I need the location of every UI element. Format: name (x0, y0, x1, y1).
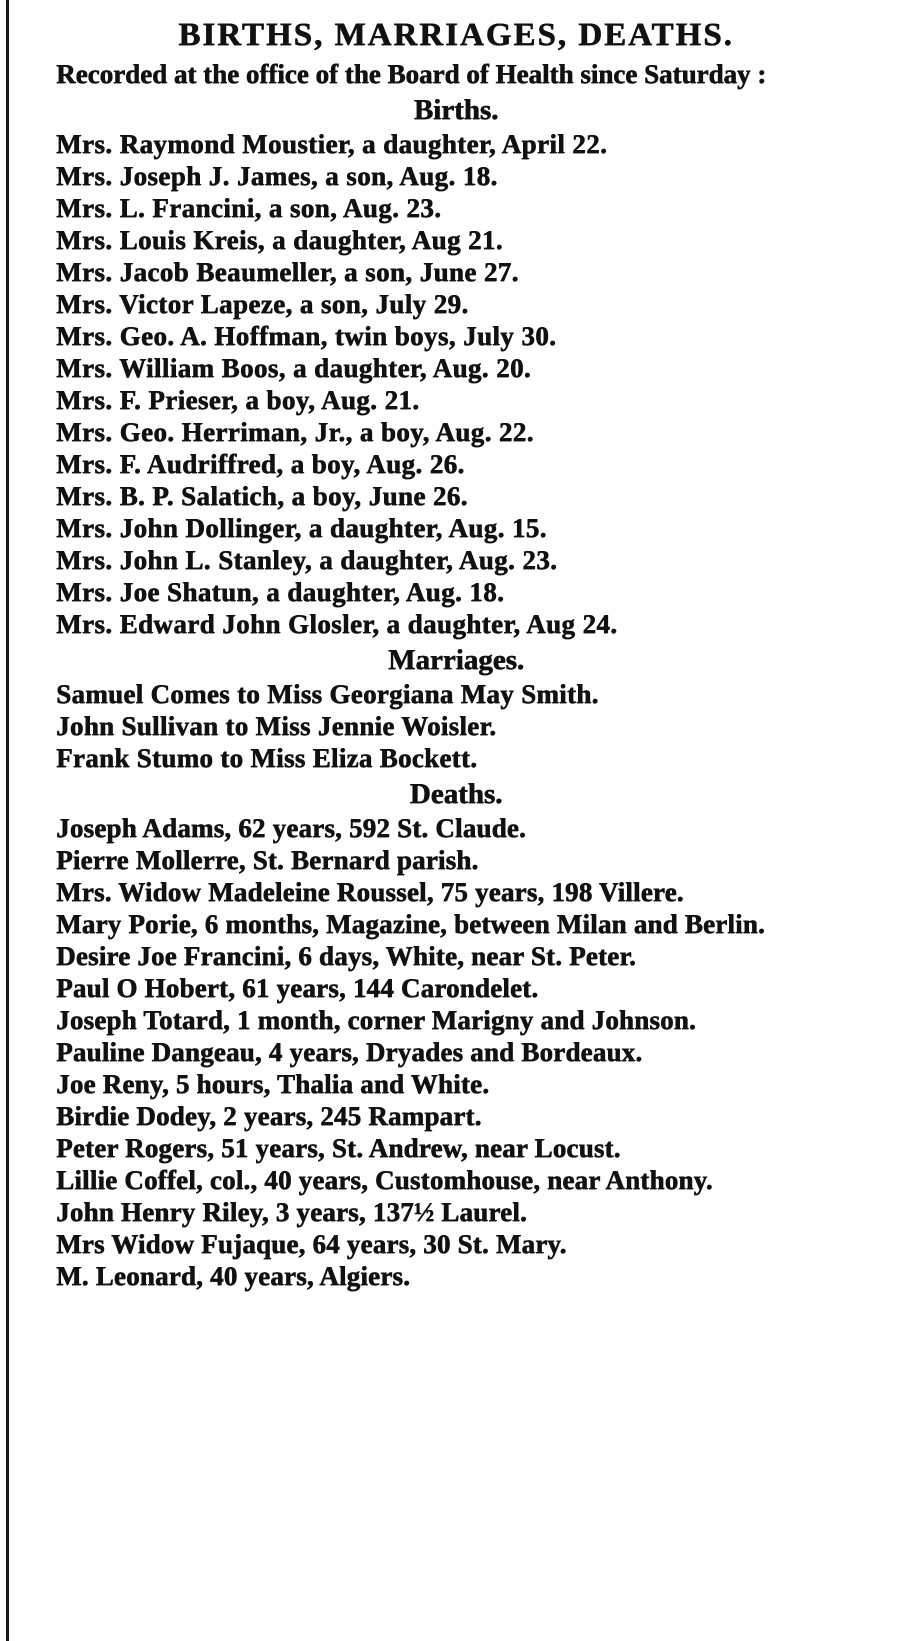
death-entry: M. Leonard, 40 years, Algiers. (56, 1261, 410, 1291)
marriages-list (22, 678, 890, 774)
death-entry: Mrs. Widow Madeleine Roussel, 75 years, 198 Villere. (56, 877, 684, 907)
birth-entry: Mrs. L. Francini, a son, Aug. 23. (56, 193, 442, 223)
birth-entry: Mrs. B. P. Salatich, a boy, June 26. (56, 481, 468, 511)
birth-entry: Mrs. F. Audriffred, a boy, Aug. 26. (56, 449, 465, 479)
article-column (22, 14, 890, 1292)
birth-entry: Mrs. Joe Shatun, a daughter, Aug. 18. (56, 577, 505, 607)
birth-entry: Mrs. Louis Kreis, a daughter, Aug 21. (56, 225, 503, 255)
death-entry: Pauline Dangeau, 4 years, Dryades and Bordeaux. (56, 1037, 643, 1067)
deaths-list (22, 812, 890, 1292)
death-entry: Desire Joe Francini, 6 days, White, near St. Peter. (56, 941, 636, 971)
birth-entry: Mrs. John Dollinger, a daughter, Aug. 15. (56, 513, 547, 543)
marriage-entry: Frank Stumo to Miss Eliza Bockett. (56, 743, 478, 773)
births-list (22, 128, 890, 640)
birth-entry: Mrs. Geo. Herriman, Jr., a boy, Aug. 22. (56, 417, 534, 447)
birth-entry: Mrs. F. Prieser, a boy, Aug. 21. (56, 385, 420, 415)
death-entry: Pierre Mollerre, St. Bernard parish. (56, 845, 479, 875)
column-rule (6, 0, 9, 1641)
birth-entry: Mrs. Victor Lapeze, a son, July 29. (56, 289, 469, 319)
death-entry: Joe Reny, 5 hours, Thalia and White. (56, 1069, 490, 1099)
deaths-heading: Deaths. (409, 778, 503, 810)
death-entry: Joseph Adams, 62 years, 592 St. Claude. (56, 813, 526, 843)
death-entry: Peter Rogers, 51 years, St. Andrew, near Locust. (56, 1133, 621, 1163)
birth-entry: Mrs. Jacob Beaumeller, a son, June 27. (56, 257, 519, 287)
death-entry: Joseph Totard, 1 month, corner Marigny and Johnson. (56, 1005, 696, 1035)
death-entry: Mary Porie, 6 months, Magazine, between Milan and Berlin. (56, 909, 765, 939)
marriages-heading: Marriages. (387, 644, 525, 676)
births-heading: Births. (413, 94, 499, 126)
article-headline: BIRTHS, MARRIAGES, DEATHS. (178, 17, 734, 53)
birth-entry: Mrs. Raymond Moustier, a daughter, April 22. (56, 129, 608, 159)
birth-entry: Mrs. Edward John Glosler, a daughter, Aug 24. (56, 609, 618, 639)
death-entry: Mrs Widow Fujaque, 64 years, 30 St. Mary. (56, 1229, 567, 1259)
birth-entry: Mrs. William Boos, a daughter, Aug. 20. (56, 353, 531, 383)
birth-entry: Mrs. Geo. A. Hoffman, twin boys, July 30. (56, 321, 557, 351)
death-entry: Birdie Dodey, 2 years, 245 Rampart. (56, 1101, 482, 1131)
birth-entry: Mrs. John L. Stanley, a daughter, Aug. 23. (56, 545, 558, 575)
death-entry: John Henry Riley, 3 years, 137½ Laurel. (56, 1197, 527, 1227)
death-entry: Paul O Hobert, 61 years, 144 Carondelet. (56, 973, 539, 1003)
article-intro: Recorded at the office of the Board of Health since Saturday : (56, 59, 767, 89)
marriage-entry: Samuel Comes to Miss Georgiana May Smith. (56, 679, 599, 709)
death-entry: Lillie Coffel, col., 40 years, Customhouse, near Anthony. (56, 1165, 713, 1195)
birth-entry: Mrs. Joseph J. James, a son, Aug. 18. (56, 161, 498, 191)
marriage-entry: John Sullivan to Miss Jennie Woisler. (56, 711, 497, 741)
